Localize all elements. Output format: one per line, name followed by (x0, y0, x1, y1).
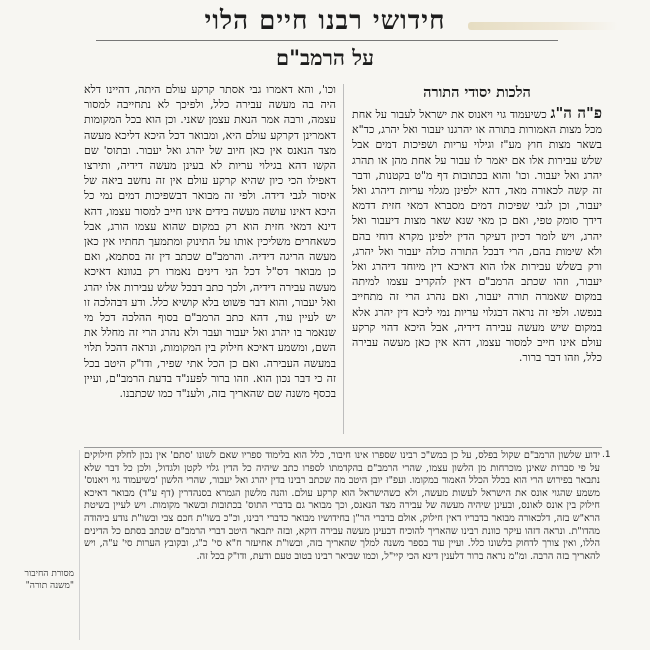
right-column (352, 82, 602, 442)
chapter-halacha-label: פ"ה ה"ג (550, 104, 602, 122)
margin-note: מסורת החיבור "משנה תורה" (24, 569, 74, 591)
right-column-text: כשיעמוד גוי ויאנוס את ישראל לעבור על אחת מכל מצות האמורות בתורה או יהרגנו יעבור ואל יהרג, כד"א בשאר מצות חוץ מע"ז וגילוי עריות ושפיכות דמים אבל שלש עבירות אלו אם יאמר לו עבור על אחת מהן או תהרג יהרג ואל יעבור. וכו' והוא בכתובות דף מ"ט בקטנות, ודבר זה קשה לכאורה מאד, דהא ילפינן מגלוי עריות דיהרג ואל יעבור, וכן לגבי שפיכות דמים מסברא דמאי חזית דדמא דידך סומק טפי, ואם כן מאי שנא שאר מצות דיעבור ואל יהרג, ויש לומר דכיון דעיקר הדין ילפינן מקרא דוחי בהם ולא שימות בהם, הרי דבכל התורה כולה יעבור ואל יהרג, ורק בשלש עבירות אלו הוא דאיכא דין מיוחד דיהרג ואל יעבור, וזהו שכתב הרמב"ם דאין להקריב עצמו למיתה במקום שאמרה תורה יעבור, ואם נהרג הרי זה מתחייב בנפשו. ולפי זה נראה דבגלוי עריות נמי ליכא דין יהרג אלא במקום שיש מעשה עבירה דידיה, אבל היכא דהוי קרקע עולם אינו חייב למסור עצמו, דהא אין כאן מעשה עבירה כלל, וזהו דבר ברור. (352, 108, 602, 365)
footnote-number: 1. (602, 450, 611, 460)
column-separator (343, 84, 344, 434)
section-title: הלכות יסודי התורה (423, 84, 531, 101)
book-subtitle: על הרמב"ם (275, 45, 375, 70)
margin-rule (79, 450, 80, 640)
footnote-text: ידוע שלשון הרמב"ם שקול בפלס, על כן במש"כ רבינו שספרו אינו חיבור, כלל הוא בלימוד ספריו שאם לשונו 'סתם' אין נכון לחלק חילוקים על פי סברות שאינן מוכרחות מן הלשון עצמו, שהרי הרמב"ם בהקדמתו לספרו כתב שיהיה כל הדין גלוי לקטן ולגדול, ולכן כל דבר שלא נתבאר בפירוש הרי הוא בכלל הכלל האמור במקומו. ועפ"ז יובן היטב מה שכתב רבינו בדין יהרג ואל יעבור, שהרי הלשון 'כשיעמוד גוי ויאנוס' משמע שהגוי אונס את הישראל לעשות מעשה, ולא כשהישראל הוא קרקע עולם. והנה מלשון הגמרא בסנהדרין (דף ע"ד) מבואר דאיכא חילוק בין אונס לאונס, ובעינן שיהיה מעשה של עבירה מצד הנאנס, וכך מבואר גם בדברי התוס' בכתובות ובשאר מקומות. ויש לעיין בשיטת הרא"ש בזה, דלכאורה מבואר בדבריו דאין חילוק, אולם בדברי הר"ן בחידושיו מבואר כדברי רבינו, וכ"כ בשו"ת חכם צבי ובשו"ת נודע ביהודה מהדו"ת. ונראה דזהו עיקר כוונת רבינו שהאריך להוכיח דבעינן מעשה עבירה דוקא, ובזה יתבאר היטב דברי הרמב"ם שכתב בסתם כל הדינים הללו, ואין צורך לדחוק בלשונו כלל. ועיין עוד בספר משנה למלך שהאריך בזה, ובשו"ת אחיעזר ח"א סי' כ"ג, ובקובץ הערות סי' ע"ה, ויש להאריך בזה הרבה. ומ"מ נראה ברור דלענין דינא הכי קיי"ל, וכמו שביאר רבינו בטוב טעם ודעת, ודו"ק בכל זה. (84, 450, 600, 562)
book-title: חידושי רבנו חיים הלוי (204, 6, 446, 36)
title-divider (96, 40, 558, 41)
footnote-divider (84, 447, 602, 448)
left-column-paragraph: וכו', והא דאמרו גבי אסתר קרקע עולם היתה, דהיינו דלא היה בה מעשה עבירה כלל, ולפיכך לא נתחייבה למסור עצמה, ורבה אמר הנאת עצמן שאני. וכן הוא בכל המקומות דאמרינן דקרקע עולם היא, ומבואר דכל היכא דליכא מעשה מצד הנאנס אין כאן חיוב של יהרג ואל יעבור. ובתוס' שם הקשו דהא בגילוי עריות לא בעינן מעשה דידיה, ותירצו דאפילו הכי כיון שהיא קרקע עולם אין זה נחשב ביאה של איסור לגבי דידה. ולפי זה מבואר דבשפיכות דמים נמי כל היכא דאינו עושה מעשה בידים אינו חייב למסור עצמו, דהא דינא דמאי חזית הוא רק במקום שהוא עצמו הורג, אבל כשאחרים משליכין אותו על התינוק ומתמעך תחתיו אין כאן מעשה הריגה דידיה. והרמב"ם שכתב דין זה בסתמא, ואם כן מבואר דס"ל דכל הני דינים נאמרו רק בגוונא דאיכא מעשה עבירה דידיה, ולכך כתב דבכל שלש עבירות אלו יהרג ואל יעבור, והוא דבר פשוט בלא קושיא כלל. ודע דבהלכה זו יש לעיין עוד, דהא כתב הרמב"ם בסוף ההלכה דכל מי שנאמר בו יהרג ואל יעבור ועבר ולא נהרג הרי זה מחלל את השם, ומשמע דאיכא חילוק בין המקומות, ונראה דהכל תלוי במעשה העבירה. ואם כן הכל אתי שפיר, ודו"ק היטב בכל זה כי דבר נכון הוא. וזהו ברור לפענ"ד בדעת הרמב"ם, ועיין בכסף משנה שם שהאריך בזה, ולענ"ד כמו שכתבנו. (84, 83, 336, 401)
left-column (84, 82, 336, 442)
right-column-paragraph (352, 106, 602, 365)
